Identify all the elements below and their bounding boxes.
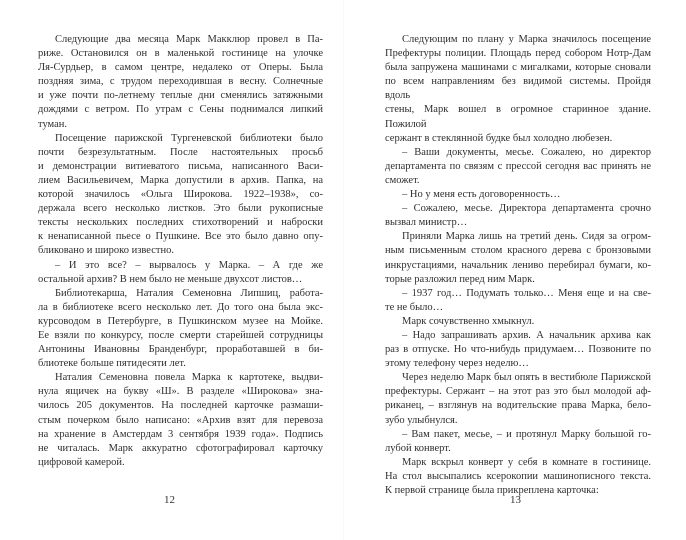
text-line: блиотеке больше пятидесяти лет. (38, 358, 186, 370)
text-line: Следующие два месяца Марк Макклюр провел в Па- (55, 34, 323, 45)
text-line: чилось 205 документов. На последней карточке размаши- (38, 400, 323, 412)
text-line: которой значилось «Ольга Широкова. 1922–1938», со- (38, 189, 323, 201)
text-line: поздняя зима, с трудом переходившая в весну. Солнечные (38, 76, 323, 88)
text-line: держала всего несколько листков. Это были рукописные (38, 203, 323, 215)
paragraph (385, 202, 651, 230)
text-line: и демонстрации витиеватого письма, написанного Васи- (38, 160, 323, 172)
text-line: тексты нескольких последних стихотворений и наброски (38, 217, 323, 229)
right-page-text (385, 33, 651, 498)
paragraph (385, 329, 651, 371)
text-line: ла в библиотеке всего несколько лет. До того она была экс- (38, 301, 323, 313)
paragraph (385, 371, 651, 427)
text-line: К первой странице была прикреплена карточка: (385, 485, 599, 496)
text-line: риканец, – взглянув на водительские права Марка, бело- (385, 400, 651, 412)
text-line: Ля-Сурдьер, в самом центре, недалеко от Оперы. Была (38, 62, 323, 74)
text-line: стены, Марк вошел в огромное старинное здание. Пожилой (385, 104, 651, 130)
paragraph (38, 287, 323, 372)
page-number-left: 12 (164, 494, 175, 506)
text-line: На стол высыпались ксерокопии машинописного текста. (385, 470, 651, 482)
text-line: инкрустациями, начальник лениво перебирал бумаги, ко- (385, 259, 651, 271)
text-line: не читалась. Марк аккуратно сфотографировал карточку (38, 442, 323, 454)
paragraph (385, 146, 651, 188)
text-line: Наталия Семеновна повела Марка к картотеке, выдви- (55, 372, 323, 384)
text-line: – Вам пакет, месье, – и протянул Марку большой го- (402, 428, 651, 440)
paragraph (385, 188, 651, 202)
paragraph (385, 428, 651, 456)
text-line: департамента по связям с прессой сегодня вас принять не (385, 160, 651, 172)
text-line: вызвал министр… (385, 217, 468, 229)
text-line: этому телефону через неделю… (385, 358, 529, 370)
text-line: к ненаписанной пьесе о Пушкине. Все это было давно опу- (38, 231, 323, 243)
text-line: Марк вскрыл конверт у себя в комнате в гостинице. (402, 456, 651, 468)
text-line: Библиотекарша, Наталия Семеновна Липшиц, работа- (55, 287, 323, 299)
text-line: лубой конверт. (385, 442, 451, 454)
text-line: стым почерком было написано: «Архив взят для перевоза (38, 414, 323, 426)
text-line: дождями с ветром. По утрам с Сены поднимался липкий (38, 104, 323, 116)
text-line: – Ваши документы, месье. Сожалею, но директор (402, 146, 651, 158)
text-line: сможет. (385, 174, 420, 186)
text-line: торые разложил перед ним Марк. (385, 273, 535, 285)
text-line: нула ящичек на букву «Ш». В разделе «Широкова» зна- (38, 386, 323, 398)
paragraph (385, 456, 651, 498)
text-line: и уже почти по-летнему теплые дни сменялись затяжными (38, 90, 323, 102)
text-line: – Но у меня есть договоренность… (402, 189, 561, 201)
text-line: Антонины Ивановны Бранденбург, проработавшей в би- (38, 344, 323, 356)
text-line: – Надо запрашивать архив. А начальник архива как (402, 329, 651, 341)
text-line: бликовано и широко известно. (38, 245, 174, 257)
text-line: по всем направлениям без видимой системы. Пройдя вдоль (385, 76, 651, 102)
text-line: туман. (38, 118, 68, 130)
text-line: была запружена машинами с мигалками, которые сновали (385, 62, 651, 74)
text-line: – Сожалею, месье. Директора департамента срочно (402, 203, 651, 215)
page-number-right: 13 (510, 494, 521, 506)
book-spine (343, 0, 344, 540)
text-line: курсоводом в Петербурге, в Пушкинском музее на Мойке. (38, 315, 323, 327)
text-line: на хранение в Амстердам 3 сентября 1939 года». Подпись (38, 428, 323, 440)
text-line: остальной архив? В нем было не меньше двухсот листов… (38, 273, 303, 285)
text-line: – 1937 год… Подумать только… Меня еще и на све- (402, 287, 651, 299)
paragraph (385, 315, 651, 329)
text-line: Марк сочувственно хмыкнул. (402, 315, 535, 327)
text-line: сержант в стеклянной будке был холодно любезен. (385, 132, 613, 144)
text-line: цифровой камерой. (38, 456, 125, 468)
paragraph (38, 132, 323, 259)
text-line: лием Васильевичем, Марка допустили в архив. Папка, на (38, 174, 323, 186)
left-page-text (38, 33, 323, 470)
text-line: Через неделю Марк был опять в вестибюле Парижской (402, 372, 651, 384)
text-line: префектуры. Сержант – на этот раз это был молодой аф- (385, 386, 651, 398)
paragraph (385, 230, 651, 286)
paragraph (38, 259, 323, 287)
paragraph (38, 371, 323, 470)
text-line: – И это все? – вырвалось у Марка. – А где же (55, 259, 323, 271)
text-line: Приняли Марка лишь на третий день. Сидя за огром- (402, 231, 651, 243)
paragraph (385, 33, 651, 146)
paragraph (38, 33, 323, 132)
text-line: Посещение парижской Тургеневской библиотеки было (55, 132, 323, 144)
text-line: Следующим по плану у Марка значилось посещение (402, 34, 651, 45)
text-line: те не было… (385, 301, 444, 313)
text-line: почти безрезультатным. После настоятельных просьб (38, 146, 323, 158)
text-line: риже. Остановился он в маленькой гостинице на улочке (38, 48, 323, 60)
text-line: ным письменным столом красного дерева с бронзовыми (385, 245, 651, 257)
text-line: Ее взяли по конкурсу, после смерти старейшей сотрудницы (38, 329, 323, 341)
text-line: Префектуры полиции. Площадь перед собором Нотр-Дам (385, 48, 651, 60)
text-line: раз в отпуске. Но что-нибудь придумаем… Позвоните по (385, 344, 651, 356)
text-line: зубо улыбнулся. (385, 414, 458, 426)
paragraph (385, 287, 651, 315)
